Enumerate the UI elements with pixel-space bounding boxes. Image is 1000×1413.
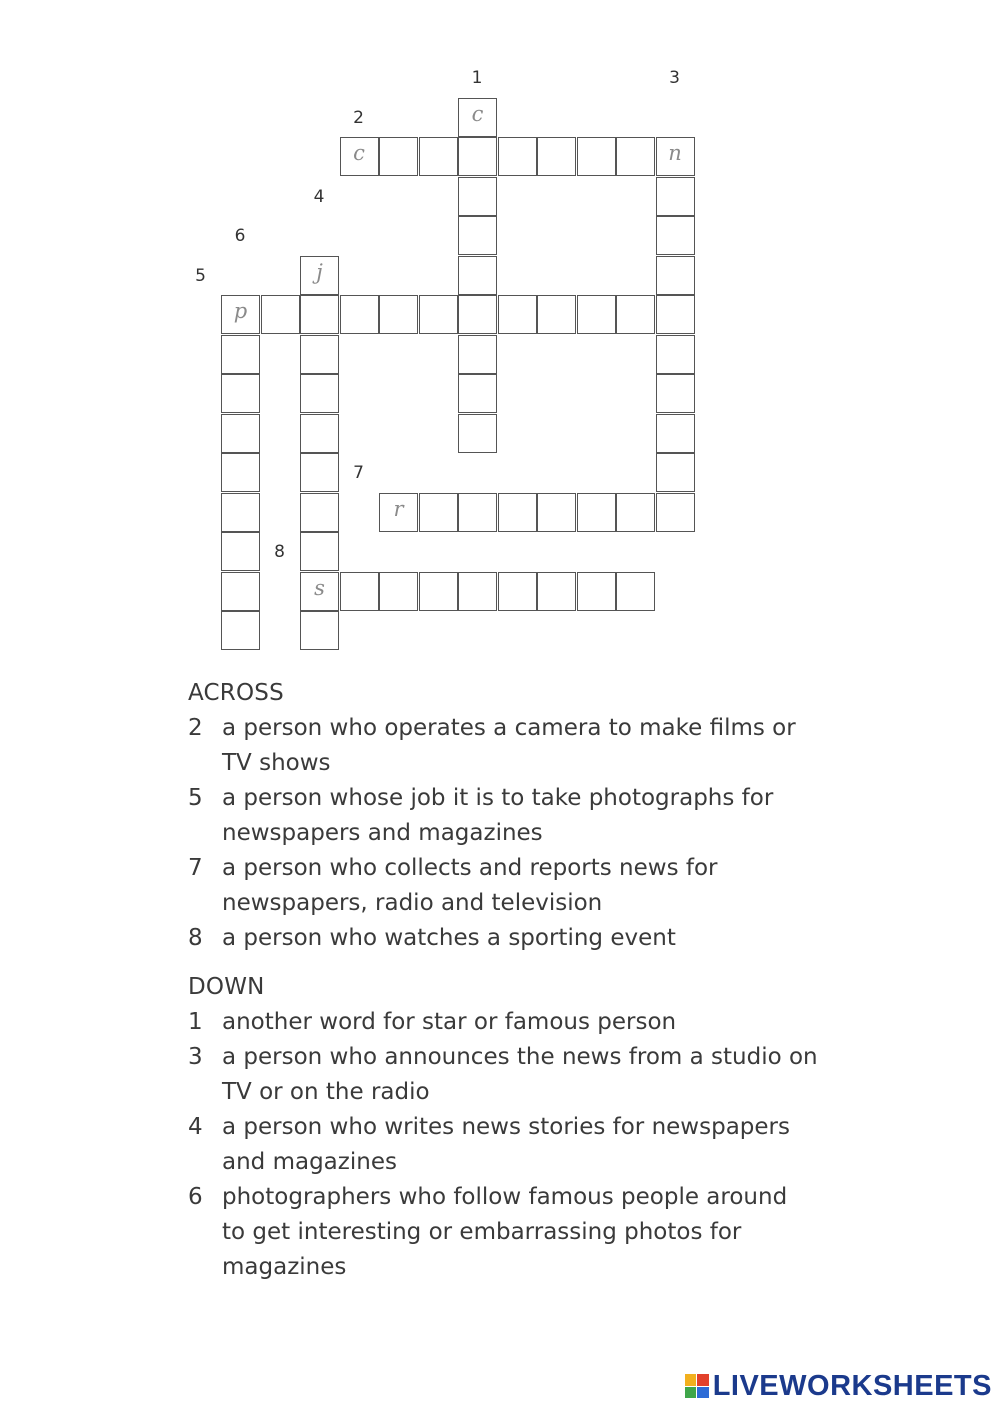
- crossword-cell[interactable]: [537, 493, 576, 532]
- crossword-cell[interactable]: [300, 493, 339, 532]
- crossword-cell[interactable]: [458, 414, 497, 453]
- crossword-cell[interactable]: [379, 137, 418, 176]
- clue-line: TV shows: [222, 750, 331, 776]
- crossword-cell[interactable]: [300, 611, 339, 650]
- clue-text: [222, 1110, 848, 1180]
- clue-line: a person whose job it is to take photographs for: [222, 785, 774, 811]
- crossword-cell[interactable]: [537, 295, 576, 334]
- crossword-cell[interactable]: [300, 374, 339, 413]
- clue-number-6: 6: [234, 226, 246, 246]
- crossword-cell[interactable]: [458, 295, 497, 334]
- crossword-cell[interactable]: [419, 572, 458, 611]
- clue-text: [222, 781, 848, 851]
- crossword-cell[interactable]: [221, 335, 260, 374]
- hint-letter: p: [233, 299, 248, 323]
- crossword-cell[interactable]: [340, 572, 379, 611]
- crossword-cell[interactable]: [656, 335, 695, 374]
- crossword-cell[interactable]: [300, 572, 339, 611]
- across-heading: ACROSS: [188, 680, 284, 706]
- crossword-cell[interactable]: [340, 137, 379, 176]
- crossword-cell[interactable]: [221, 374, 260, 413]
- clue-text: [222, 1180, 848, 1285]
- crossword-cell[interactable]: [419, 493, 458, 532]
- crossword-cell[interactable]: [656, 414, 695, 453]
- clue-line: a person who writes news stories for newspapers: [222, 1114, 790, 1140]
- crossword-cell[interactable]: [458, 335, 497, 374]
- crossword-cell[interactable]: [458, 493, 497, 532]
- logo-icon: [685, 1374, 709, 1398]
- crossword-cell[interactable]: [537, 137, 576, 176]
- clue-line: a person who operates a camera to make films or: [222, 715, 796, 741]
- liveworksheets-logo: [685, 1369, 992, 1403]
- crossword-cell[interactable]: [616, 493, 655, 532]
- down-clue-6: [188, 1180, 848, 1285]
- crossword-cell[interactable]: [458, 137, 497, 176]
- crossword-cell[interactable]: [340, 295, 379, 334]
- crossword-cell[interactable]: [458, 374, 497, 413]
- crossword-cell[interactable]: [498, 295, 537, 334]
- crossword-cell[interactable]: [221, 453, 260, 492]
- crossword-cell[interactable]: [616, 295, 655, 334]
- crossword-cell[interactable]: [221, 493, 260, 532]
- crossword-cell[interactable]: [300, 532, 339, 571]
- crossword-cell[interactable]: [458, 572, 497, 611]
- clue-text: [222, 851, 848, 921]
- crossword-cell[interactable]: [300, 295, 339, 334]
- clue-line: photographers who follow famous people around: [222, 1184, 788, 1210]
- crossword-cell[interactable]: [221, 532, 260, 571]
- crossword-cell[interactable]: [616, 137, 655, 176]
- crossword-cell[interactable]: [300, 414, 339, 453]
- hint-letter: r: [393, 496, 404, 521]
- clue-number-2: 2: [353, 107, 364, 128]
- crossword-cell[interactable]: [656, 493, 695, 532]
- crossword-cell[interactable]: [537, 572, 576, 611]
- hint-letter: c: [471, 101, 484, 126]
- clue-number-4: 4: [313, 186, 325, 207]
- crossword-cell[interactable]: [300, 256, 339, 295]
- crossword-cell[interactable]: [458, 98, 497, 137]
- crossword-cell[interactable]: [577, 572, 616, 611]
- clue-number: 8: [188, 925, 203, 951]
- clue-line: TV or on the radio: [222, 1079, 430, 1105]
- clue-line: a person who watches a sporting event: [222, 925, 676, 951]
- across-clues: [188, 711, 848, 956]
- logo-text: LIVEWORKSHEETS: [712, 1369, 992, 1402]
- clue-line: and magazines: [222, 1149, 397, 1175]
- clue-number: 2: [188, 715, 203, 741]
- across-clue-8: [188, 921, 848, 956]
- crossword-cell[interactable]: [656, 137, 695, 176]
- crossword-cell[interactable]: [379, 493, 418, 532]
- clue-line: another word for star or famous person: [222, 1009, 677, 1035]
- clue-number-3: 3: [669, 68, 680, 88]
- hint-letter: c: [353, 141, 365, 165]
- clue-number: 1: [188, 1009, 203, 1035]
- crossword-cell[interactable]: [656, 256, 695, 295]
- clue-line: to get interesting or embarrassing photos for: [222, 1219, 742, 1245]
- crossword-cell[interactable]: [656, 374, 695, 413]
- clue-line: newspapers, radio and television: [222, 890, 603, 916]
- down-clue-4: [188, 1110, 848, 1180]
- crossword-cell[interactable]: [300, 453, 339, 492]
- clue-number-5: 5: [195, 265, 206, 286]
- crossword-cell[interactable]: [300, 335, 339, 374]
- crossword-cell[interactable]: [577, 493, 616, 532]
- crossword-cell[interactable]: [616, 572, 655, 611]
- crossword-grid: [0, 0, 1000, 680]
- clue-text: [222, 711, 848, 781]
- crossword-cell[interactable]: [221, 572, 260, 611]
- crossword-cell[interactable]: [656, 453, 695, 492]
- crossword-cell[interactable]: [656, 295, 695, 334]
- down-clues: [188, 1005, 848, 1285]
- clue-line: newspapers and magazines: [222, 820, 543, 846]
- clue-line: magazines: [222, 1254, 347, 1280]
- crossword-cell[interactable]: [458, 216, 497, 255]
- clue-number: 5: [188, 785, 203, 811]
- crossword-cell[interactable]: [656, 177, 695, 216]
- across-clue-2: [188, 711, 848, 781]
- crossword-cell[interactable]: [656, 216, 695, 255]
- hint-letter: j: [316, 259, 323, 284]
- crossword-cell[interactable]: [458, 177, 497, 216]
- hint-letter: s: [314, 575, 325, 600]
- clue-number-1: 1: [471, 68, 483, 88]
- clue-line: a person who collects and reports news for: [222, 855, 718, 881]
- clue-number: 4: [188, 1114, 203, 1140]
- hint-letter: n: [668, 141, 682, 165]
- crossword-cell[interactable]: [458, 256, 497, 295]
- across-clue-7: [188, 851, 848, 921]
- crossword-cell[interactable]: [419, 295, 458, 334]
- clue-number-8: 8: [274, 542, 285, 562]
- crossword-cell[interactable]: [498, 137, 537, 176]
- crossword-cell[interactable]: [498, 493, 537, 532]
- crossword-cell[interactable]: [261, 295, 300, 334]
- clue-list: [188, 676, 848, 1285]
- crossword-cell[interactable]: [221, 414, 260, 453]
- down-clue-3: [188, 1040, 848, 1110]
- clue-text: [222, 1040, 848, 1110]
- clue-number-7: 7: [353, 463, 364, 483]
- down-heading: DOWN: [188, 974, 265, 1000]
- crossword-cell[interactable]: [221, 295, 260, 334]
- clue-number: 6: [188, 1184, 203, 1210]
- crossword-cell[interactable]: [419, 137, 458, 176]
- crossword-cell[interactable]: [498, 572, 537, 611]
- crossword-cell[interactable]: [577, 137, 616, 176]
- clue-line: a person who announces the news from a studio on: [222, 1044, 818, 1070]
- crossword-cell[interactable]: [221, 611, 260, 650]
- clue-number: 3: [188, 1044, 203, 1070]
- clue-text: [222, 1005, 848, 1040]
- crossword-cell[interactable]: [379, 295, 418, 334]
- across-clue-5: [188, 781, 848, 851]
- crossword-cell[interactable]: [577, 295, 616, 334]
- crossword-cell[interactable]: [379, 572, 418, 611]
- clue-number: 7: [188, 855, 203, 881]
- clue-text: [222, 921, 848, 956]
- down-clue-1: [188, 1005, 848, 1040]
